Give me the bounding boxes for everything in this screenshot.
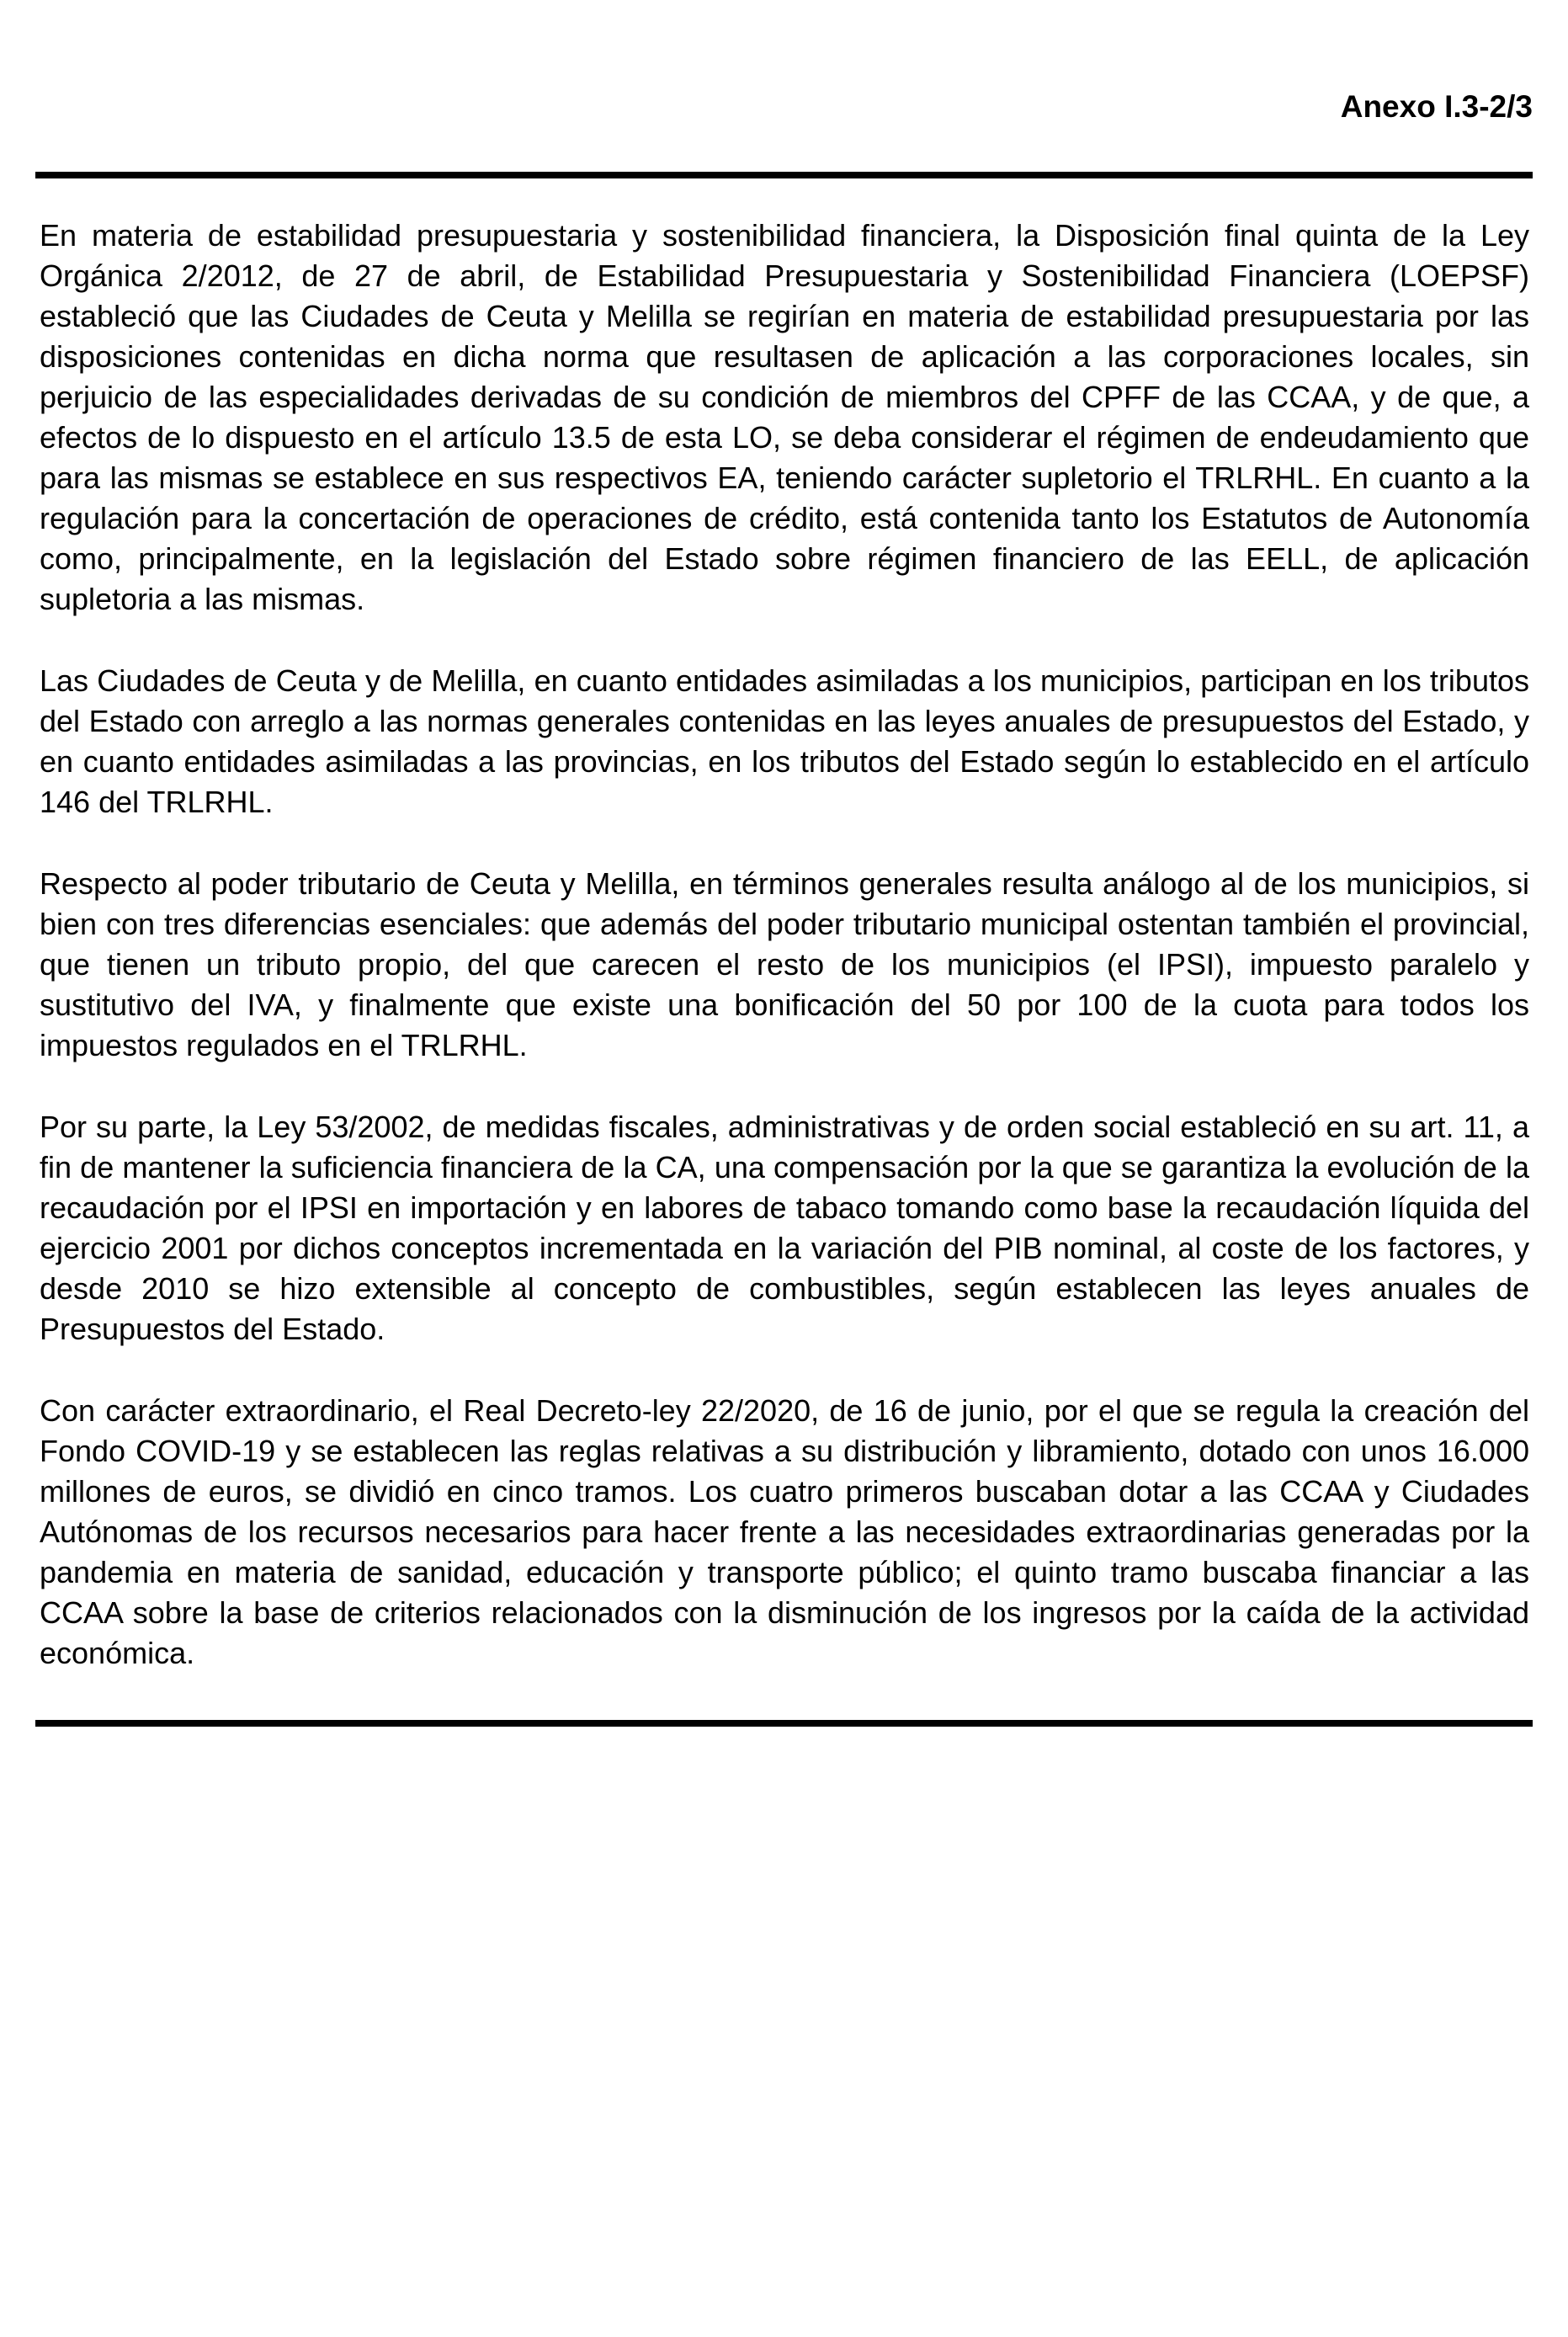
page-label: Anexo I.3-2/3 bbox=[1340, 89, 1533, 124]
paragraph-tax-power: Respecto al poder tributario de Ceuta y Melilla, en términos generales resulta análogo al de los municipios, si bien con tres diferencias esenciales: que además del poder tributario municipal ostentan también el provincial, que tienen un tributo propio, del que carecen el resto de los municipios (el IPSI), impuesto paralelo y sustitutivo del IVA, y finalmente que existe una bonificación del 50 por 100 de la cuota para todos los impuestos regulados en el TRLRHL. bbox=[40, 866, 1529, 1062]
bottom-divider bbox=[35, 1720, 1533, 1727]
document-body bbox=[40, 216, 1529, 1715]
paragraph-law-53-2002: Por su parte, la Ley 53/2002, de medidas fiscales, administrativas y de orden social estableció en su art. 11, a fin de mantener la suficiencia financiera de la CA, una compensación por la que se garantiza la evolución de la recaudación por el IPSI en importación y en labores de tabaco tomando como base la recaudación líquida del ejercicio 2001 por dichos conceptos incrementada en la variación del PIB nominal, al coste de los factores, y desde 2010 se hizo extensible al concepto de combustibles, según establecen las leyes anuales de Presupuestos del Estado. bbox=[40, 1110, 1529, 1346]
paragraph-state-taxes: Las Ciudades de Ceuta y de Melilla, en cuanto entidades asimiladas a los municipios, participan en los tributos del Estado con arreglo a las normas generales contenidas en las leyes anuales de presupuestos del Estado, y en cuanto entidades asimiladas a las provincias, en los tributos del Estado según lo establecido en el artículo 146 del TRLRHL. bbox=[40, 663, 1529, 819]
paragraph-stability: En materia de estabilidad presupuestaria y sostenibilidad financiera, la Disposición final quinta de la Ley Orgánica 2/2012, de 27 de abril, de Estabilidad Presupuestaria y Sostenibilidad Financiera (LOEPSF) estableció que las Ciudades de Ceuta y Melilla se regirían en materia de estabilidad presupuestaria por las disposiciones contenidas en dicha norma que resultasen de aplicación a las corporaciones locales, sin perjuicio de las especialidades derivadas de su condición de miembros del CPFF de las CCAA, y de que, a efectos de lo dispuesto en el artículo 13.5 de esta LO, se deba considerar el régimen de endeudamiento que para las mismas se establece en sus respectivos EA, teniendo carácter supletorio el TRLRHL. En cuanto a la regulación para la concertación de operaciones de crédito, está contenida tanto los Estatutos de Autonomía como, principalmente, en la legislación del Estado sobre régimen financiero de las EELL, de aplicación supletoria a las mismas. bbox=[40, 218, 1529, 616]
paragraph-covid-fund: Con carácter extraordinario, el Real Decreto-ley 22/2020, de 16 de junio, por el que se regula la creación del Fondo COVID-19 y se establecen las reglas relativas a su distribución y libramiento, dotado con unos 16.000 millones de euros, se dividió en cinco tramos. Los cuatro primeros buscaban dotar a las CCAA y Ciudades Autónomas de los recursos necesarios para hacer frente a las necesidades extraordinarias generadas por la pandemia en materia de sanidad, educación y transporte público; el quinto tramo buscaba financiar a las CCAA sobre la base de criterios relacionados con la disminución de los ingresos por la caída de la actividad económica. bbox=[40, 1393, 1529, 1670]
top-divider bbox=[35, 172, 1533, 178]
